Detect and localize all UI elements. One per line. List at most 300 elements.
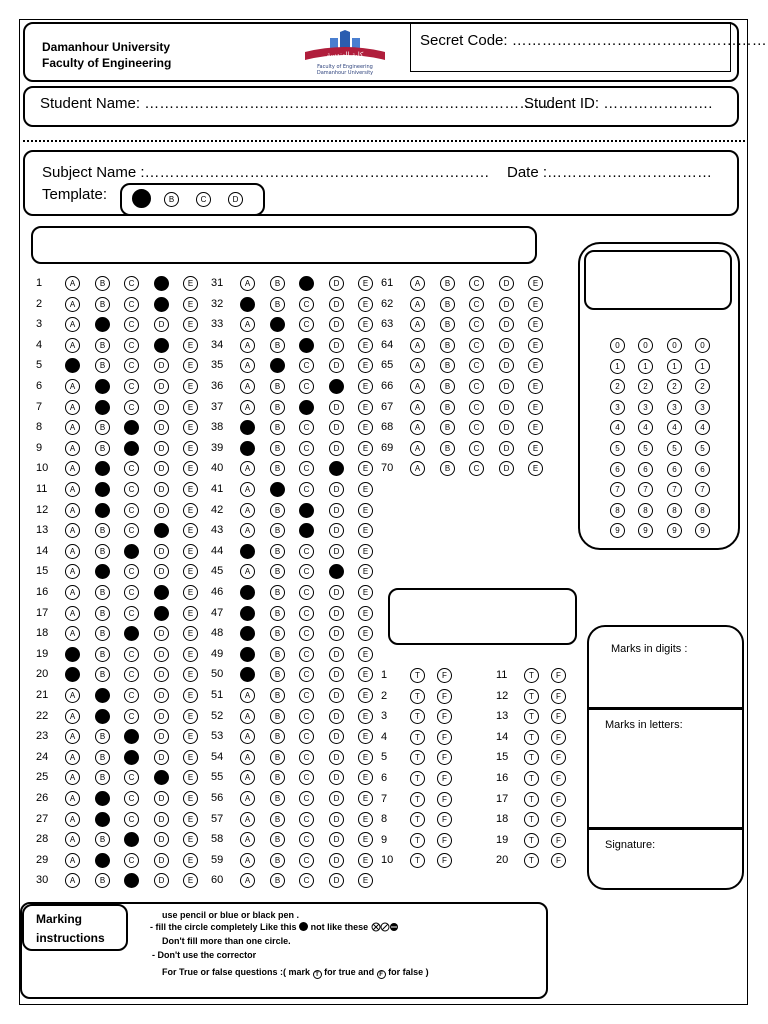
answer-bubble-a[interactable]: A — [65, 606, 80, 621]
answer-bubble-a[interactable]: A — [65, 564, 80, 579]
answer-bubble-e[interactable]: E — [183, 647, 198, 662]
answer-bubble-c[interactable]: C — [299, 688, 314, 703]
answer-bubble-c[interactable]: C — [124, 770, 139, 785]
answer-bubble-e[interactable]: E — [183, 482, 198, 497]
answer-bubble-d[interactable]: D — [154, 729, 169, 744]
answer-bubble-a[interactable]: A — [240, 647, 255, 662]
answer-bubble-d[interactable]: D — [154, 750, 169, 765]
answer-bubble-e[interactable]: E — [183, 770, 198, 785]
answer-bubble-d[interactable]: D — [329, 523, 344, 538]
answer-bubble-e[interactable]: E — [183, 420, 198, 435]
answer-bubble-b[interactable]: B — [270, 832, 285, 847]
answer-bubble-e[interactable]: E — [183, 564, 198, 579]
answer-bubble-c[interactable]: C — [124, 667, 139, 682]
answer-bubble-b[interactable]: B — [440, 358, 455, 373]
answer-bubble-e[interactable]: E — [358, 647, 373, 662]
answer-bubble-a[interactable]: A — [240, 420, 255, 435]
id-digit-bubble-8[interactable]: 8 — [667, 503, 682, 518]
id-input-box[interactable] — [584, 250, 732, 310]
id-digit-bubble-4[interactable]: 4 — [638, 420, 653, 435]
answer-bubble-a[interactable]: A — [65, 626, 80, 641]
tf-bubble-f[interactable]: F — [437, 689, 452, 704]
answer-bubble-a[interactable]: A — [240, 585, 255, 600]
answer-bubble-e[interactable]: E — [183, 585, 198, 600]
tf-bubble-t[interactable]: T — [524, 668, 539, 683]
answer-bubble-b[interactable]: B — [440, 441, 455, 456]
answer-bubble-d[interactable]: D — [499, 358, 514, 373]
answer-bubble-b[interactable]: B — [270, 873, 285, 888]
answer-bubble-e[interactable]: E — [528, 276, 543, 291]
id-digit-bubble-7[interactable]: 7 — [638, 482, 653, 497]
answer-bubble-c[interactable]: C — [299, 523, 314, 538]
answer-bubble-b[interactable]: B — [440, 297, 455, 312]
answer-bubble-d[interactable]: D — [329, 647, 344, 662]
answer-bubble-c[interactable]: C — [299, 750, 314, 765]
answer-bubble-c[interactable]: C — [469, 317, 484, 332]
tf-bubble-f[interactable]: F — [551, 730, 566, 745]
tf-bubble-t[interactable]: T — [524, 833, 539, 848]
answer-bubble-e[interactable]: E — [358, 400, 373, 415]
tf-bubble-t[interactable]: T — [410, 668, 425, 683]
answer-bubble-b[interactable]: B — [270, 853, 285, 868]
answer-bubble-e[interactable]: E — [183, 317, 198, 332]
subject-name-field[interactable]: Subject Name :…………………………………………………………… — [42, 164, 490, 181]
answer-bubble-a[interactable]: A — [65, 544, 80, 559]
student-id-field[interactable]: Student ID: …………………. — [524, 95, 713, 112]
answer-bubble-b[interactable]: B — [270, 441, 285, 456]
answer-bubble-a[interactable]: A — [65, 585, 80, 600]
answer-bubble-d[interactable]: D — [154, 461, 169, 476]
answer-bubble-c[interactable]: C — [299, 812, 314, 827]
answer-bubble-b[interactable]: B — [95, 791, 110, 806]
answer-bubble-c[interactable]: C — [299, 544, 314, 559]
answer-bubble-a[interactable]: A — [240, 729, 255, 744]
answer-bubble-d[interactable]: D — [154, 297, 169, 312]
answer-bubble-b[interactable]: B — [95, 441, 110, 456]
answer-bubble-c[interactable]: C — [299, 853, 314, 868]
tf-bubble-f[interactable]: F — [551, 668, 566, 683]
answer-bubble-d[interactable]: D — [329, 791, 344, 806]
answer-bubble-c[interactable]: C — [469, 379, 484, 394]
answer-bubble-b[interactable]: B — [270, 358, 285, 373]
answer-bubble-a[interactable]: A — [65, 276, 80, 291]
answer-bubble-a[interactable]: A — [65, 647, 80, 662]
answer-bubble-e[interactable]: E — [528, 461, 543, 476]
answer-bubble-c[interactable]: C — [299, 400, 314, 415]
answer-bubble-b[interactable]: B — [95, 297, 110, 312]
id-digit-bubble-6[interactable]: 6 — [667, 462, 682, 477]
answer-bubble-d[interactable]: D — [154, 317, 169, 332]
answer-bubble-d[interactable]: D — [329, 503, 344, 518]
answer-bubble-a[interactable]: A — [240, 379, 255, 394]
answer-bubble-b[interactable]: B — [270, 688, 285, 703]
answer-bubble-b[interactable]: B — [95, 729, 110, 744]
answer-bubble-a[interactable]: A — [65, 709, 80, 724]
answer-bubble-b[interactable]: B — [95, 564, 110, 579]
answer-bubble-a[interactable]: A — [65, 853, 80, 868]
answer-bubble-b[interactable]: B — [440, 317, 455, 332]
answer-bubble-b[interactable]: B — [95, 667, 110, 682]
answer-bubble-a[interactable]: A — [65, 482, 80, 497]
answer-bubble-e[interactable]: E — [183, 338, 198, 353]
tf-bubble-f[interactable]: F — [437, 730, 452, 745]
answer-bubble-b[interactable]: B — [270, 626, 285, 641]
answer-bubble-b[interactable]: B — [270, 564, 285, 579]
answer-bubble-d[interactable]: D — [499, 420, 514, 435]
template-option-a[interactable]: A — [132, 189, 151, 208]
answer-bubble-e[interactable]: E — [183, 297, 198, 312]
answer-bubble-b[interactable]: B — [440, 379, 455, 394]
id-digit-bubble-3[interactable]: 3 — [695, 400, 710, 415]
tf-bubble-f[interactable]: F — [437, 709, 452, 724]
answer-bubble-d[interactable]: D — [329, 709, 344, 724]
answer-bubble-a[interactable]: A — [240, 709, 255, 724]
answer-bubble-a[interactable]: A — [65, 791, 80, 806]
answer-bubble-d[interactable]: D — [154, 709, 169, 724]
id-digit-bubble-4[interactable]: 4 — [695, 420, 710, 435]
answer-bubble-c[interactable]: C — [124, 606, 139, 621]
answer-bubble-a[interactable]: A — [65, 338, 80, 353]
answer-bubble-a[interactable]: A — [240, 482, 255, 497]
tf-bubble-t[interactable]: T — [410, 771, 425, 786]
tf-bubble-t[interactable]: T — [524, 709, 539, 724]
id-digit-bubble-5[interactable]: 5 — [610, 441, 625, 456]
id-digit-bubble-1[interactable]: 1 — [638, 359, 653, 374]
answer-bubble-c[interactable]: C — [299, 276, 314, 291]
tf-bubble-t[interactable]: T — [410, 812, 425, 827]
answer-bubble-b[interactable]: B — [270, 276, 285, 291]
template-option-c[interactable]: C — [196, 192, 211, 207]
answer-bubble-c[interactable]: C — [299, 441, 314, 456]
answer-bubble-c[interactable]: C — [124, 832, 139, 847]
tf-bubble-f[interactable]: F — [437, 833, 452, 848]
id-digit-bubble-5[interactable]: 5 — [667, 441, 682, 456]
id-digit-bubble-8[interactable]: 8 — [610, 503, 625, 518]
student-name-field[interactable]: Student Name: ………………………………………………………………………… — [40, 95, 565, 112]
answer-bubble-a[interactable]: A — [65, 358, 80, 373]
template-option-b[interactable]: B — [164, 192, 179, 207]
answer-bubble-b[interactable]: B — [95, 276, 110, 291]
answer-bubble-c[interactable]: C — [299, 338, 314, 353]
tf-bubble-f[interactable]: F — [551, 771, 566, 786]
answer-bubble-b[interactable]: B — [95, 461, 110, 476]
answer-bubble-e[interactable]: E — [358, 564, 373, 579]
tf-bubble-t[interactable]: T — [410, 833, 425, 848]
answer-bubble-d[interactable]: D — [499, 379, 514, 394]
answer-bubble-c[interactable]: C — [299, 873, 314, 888]
answer-bubble-b[interactable]: B — [270, 812, 285, 827]
answer-bubble-a[interactable]: A — [65, 503, 80, 518]
answer-bubble-c[interactable]: C — [124, 626, 139, 641]
answer-bubble-a[interactable]: A — [240, 564, 255, 579]
answer-bubble-e[interactable]: E — [358, 503, 373, 518]
answer-bubble-d[interactable]: D — [499, 317, 514, 332]
id-digit-bubble-2[interactable]: 2 — [695, 379, 710, 394]
answer-bubble-d[interactable]: D — [329, 853, 344, 868]
answer-bubble-c[interactable]: C — [469, 461, 484, 476]
id-digit-bubble-2[interactable]: 2 — [638, 379, 653, 394]
answer-bubble-d[interactable]: D — [329, 441, 344, 456]
answer-bubble-d[interactable]: D — [329, 461, 344, 476]
id-digit-bubble-7[interactable]: 7 — [667, 482, 682, 497]
answer-bubble-d[interactable]: D — [329, 420, 344, 435]
tf-bubble-t[interactable]: T — [524, 771, 539, 786]
answer-bubble-d[interactable]: D — [329, 688, 344, 703]
answer-bubble-d[interactable]: D — [154, 667, 169, 682]
answer-bubble-c[interactable]: C — [124, 585, 139, 600]
answer-bubble-b[interactable]: B — [270, 400, 285, 415]
answer-bubble-a[interactable]: A — [65, 688, 80, 703]
answer-bubble-c[interactable]: C — [124, 564, 139, 579]
answer-bubble-a[interactable]: A — [240, 750, 255, 765]
answer-bubble-e[interactable]: E — [358, 667, 373, 682]
answer-bubble-b[interactable]: B — [95, 688, 110, 703]
answer-bubble-b[interactable]: B — [270, 667, 285, 682]
tf-bubble-t[interactable]: T — [524, 812, 539, 827]
answer-bubble-d[interactable]: D — [154, 420, 169, 435]
answer-bubble-b[interactable]: B — [270, 503, 285, 518]
answer-bubble-e[interactable]: E — [358, 585, 373, 600]
answer-bubble-e[interactable]: E — [183, 523, 198, 538]
id-digit-bubble-6[interactable]: 6 — [610, 462, 625, 477]
answer-bubble-e[interactable]: E — [183, 400, 198, 415]
answer-bubble-e[interactable]: E — [358, 317, 373, 332]
answer-bubble-c[interactable]: C — [299, 379, 314, 394]
answer-bubble-c[interactable]: C — [469, 358, 484, 373]
answer-bubble-e[interactable]: E — [358, 338, 373, 353]
id-digit-bubble-0[interactable]: 0 — [610, 338, 625, 353]
answer-bubble-e[interactable]: E — [183, 853, 198, 868]
tf-bubble-f[interactable]: F — [437, 812, 452, 827]
answer-bubble-c[interactable]: C — [299, 626, 314, 641]
answer-bubble-d[interactable]: D — [499, 461, 514, 476]
answer-bubble-a[interactable]: A — [65, 750, 80, 765]
answer-bubble-c[interactable]: C — [124, 812, 139, 827]
answer-bubble-a[interactable]: A — [240, 400, 255, 415]
answer-bubble-c[interactable]: C — [124, 729, 139, 744]
tf-bubble-t[interactable]: T — [410, 730, 425, 745]
answer-bubble-a[interactable]: A — [65, 441, 80, 456]
answer-bubble-d[interactable]: D — [329, 832, 344, 847]
answer-bubble-d[interactable]: D — [154, 276, 169, 291]
tf-bubble-t[interactable]: T — [524, 689, 539, 704]
answer-bubble-c[interactable]: C — [469, 338, 484, 353]
answer-bubble-e[interactable]: E — [358, 606, 373, 621]
answer-bubble-d[interactable]: D — [329, 358, 344, 373]
answer-bubble-b[interactable]: B — [270, 461, 285, 476]
answer-bubble-d[interactable]: D — [154, 441, 169, 456]
answer-bubble-c[interactable]: C — [124, 461, 139, 476]
answer-bubble-d[interactable]: D — [329, 482, 344, 497]
answer-bubble-b[interactable]: B — [95, 626, 110, 641]
answer-bubble-b[interactable]: B — [270, 317, 285, 332]
answer-bubble-a[interactable]: A — [240, 317, 255, 332]
answer-bubble-e[interactable]: E — [183, 503, 198, 518]
answer-bubble-c[interactable]: C — [124, 791, 139, 806]
answer-bubble-a[interactable]: A — [65, 523, 80, 538]
answer-bubble-c[interactable]: C — [299, 564, 314, 579]
answer-bubble-c[interactable]: C — [299, 317, 314, 332]
answer-bubble-a[interactable]: A — [240, 544, 255, 559]
answer-bubble-d[interactable]: D — [154, 482, 169, 497]
answer-bubble-c[interactable]: C — [299, 420, 314, 435]
answer-bubble-a[interactable]: A — [65, 420, 80, 435]
answer-bubble-e[interactable]: E — [183, 791, 198, 806]
answer-bubble-d[interactable]: D — [499, 297, 514, 312]
answer-bubble-b[interactable]: B — [95, 379, 110, 394]
answer-bubble-c[interactable]: C — [124, 647, 139, 662]
answer-bubble-b[interactable]: B — [270, 379, 285, 394]
answer-bubble-b[interactable]: B — [95, 647, 110, 662]
tf-bubble-f[interactable]: F — [551, 709, 566, 724]
answer-bubble-b[interactable]: B — [95, 358, 110, 373]
template-option-d[interactable]: D — [228, 192, 243, 207]
answer-bubble-d[interactable]: D — [154, 812, 169, 827]
answer-bubble-a[interactable]: A — [240, 503, 255, 518]
id-digit-bubble-2[interactable]: 2 — [667, 379, 682, 394]
tf-bubble-t[interactable]: T — [524, 853, 539, 868]
tf-bubble-f[interactable]: F — [437, 668, 452, 683]
tf-bubble-t[interactable]: T — [410, 853, 425, 868]
answer-bubble-a[interactable]: A — [65, 379, 80, 394]
answer-bubble-a[interactable]: A — [65, 400, 80, 415]
id-digit-bubble-8[interactable]: 8 — [638, 503, 653, 518]
answer-bubble-a[interactable]: A — [410, 276, 425, 291]
answer-bubble-c[interactable]: C — [299, 770, 314, 785]
id-digit-bubble-5[interactable]: 5 — [695, 441, 710, 456]
answer-bubble-d[interactable]: D — [329, 400, 344, 415]
tf-bubble-f[interactable]: F — [551, 792, 566, 807]
answer-bubble-b[interactable]: B — [95, 832, 110, 847]
answer-bubble-a[interactable]: A — [65, 297, 80, 312]
answer-bubble-a[interactable]: A — [65, 812, 80, 827]
answer-bubble-b[interactable]: B — [95, 482, 110, 497]
answer-bubble-d[interactable]: D — [154, 770, 169, 785]
tf-bubble-f[interactable]: F — [551, 853, 566, 868]
answer-bubble-e[interactable]: E — [358, 750, 373, 765]
answer-bubble-d[interactable]: D — [154, 564, 169, 579]
id-digit-bubble-9[interactable]: 9 — [667, 523, 682, 538]
answer-bubble-e[interactable]: E — [183, 667, 198, 682]
answer-bubble-c[interactable]: C — [124, 688, 139, 703]
id-digit-bubble-3[interactable]: 3 — [610, 400, 625, 415]
answer-bubble-c[interactable]: C — [469, 297, 484, 312]
answer-bubble-e[interactable]: E — [183, 606, 198, 621]
answer-bubble-e[interactable]: E — [358, 791, 373, 806]
answer-bubble-c[interactable]: C — [124, 523, 139, 538]
answer-bubble-c[interactable]: C — [124, 338, 139, 353]
answer-bubble-b[interactable]: B — [95, 873, 110, 888]
answer-bubble-a[interactable]: A — [240, 688, 255, 703]
answer-bubble-c[interactable]: C — [124, 873, 139, 888]
answer-bubble-d[interactable]: D — [329, 770, 344, 785]
answer-bubble-b[interactable]: B — [95, 317, 110, 332]
answer-bubble-a[interactable]: A — [240, 853, 255, 868]
answer-bubble-b[interactable]: B — [95, 338, 110, 353]
answer-bubble-e[interactable]: E — [528, 338, 543, 353]
id-digit-bubble-4[interactable]: 4 — [610, 420, 625, 435]
answer-bubble-a[interactable]: A — [240, 791, 255, 806]
answer-bubble-d[interactable]: D — [329, 297, 344, 312]
answer-bubble-a[interactable]: A — [410, 420, 425, 435]
answer-bubble-a[interactable]: A — [410, 317, 425, 332]
tf-bubble-t[interactable]: T — [410, 750, 425, 765]
answer-bubble-d[interactable]: D — [154, 832, 169, 847]
answer-bubble-e[interactable]: E — [358, 358, 373, 373]
answer-bubble-e[interactable]: E — [183, 832, 198, 847]
id-digit-bubble-8[interactable]: 8 — [695, 503, 710, 518]
id-digit-bubble-9[interactable]: 9 — [610, 523, 625, 538]
answer-bubble-c[interactable]: C — [124, 276, 139, 291]
answer-bubble-a[interactable]: A — [240, 297, 255, 312]
answer-bubble-d[interactable]: D — [499, 276, 514, 291]
answer-bubble-b[interactable]: B — [270, 606, 285, 621]
answer-bubble-c[interactable]: C — [124, 358, 139, 373]
answer-bubble-d[interactable]: D — [154, 647, 169, 662]
answer-bubble-b[interactable]: B — [95, 503, 110, 518]
answer-bubble-d[interactable]: D — [154, 400, 169, 415]
id-digit-bubble-9[interactable]: 9 — [695, 523, 710, 538]
tf-bubble-t[interactable]: T — [524, 792, 539, 807]
answer-bubble-a[interactable]: A — [65, 873, 80, 888]
answer-bubble-c[interactable]: C — [124, 297, 139, 312]
answer-bubble-e[interactable]: E — [358, 276, 373, 291]
answer-bubble-e[interactable]: E — [358, 379, 373, 394]
answer-bubble-b[interactable]: B — [95, 812, 110, 827]
answer-bubble-d[interactable]: D — [154, 523, 169, 538]
answer-bubble-c[interactable]: C — [124, 750, 139, 765]
answer-bubble-e[interactable]: E — [358, 770, 373, 785]
answer-bubble-e[interactable]: E — [358, 297, 373, 312]
answer-bubble-c[interactable]: C — [124, 400, 139, 415]
answer-bubble-d[interactable]: D — [329, 544, 344, 559]
answer-bubble-e[interactable]: E — [528, 400, 543, 415]
answer-bubble-d[interactable]: D — [154, 338, 169, 353]
answer-bubble-b[interactable]: B — [440, 420, 455, 435]
answer-bubble-d[interactable]: D — [154, 544, 169, 559]
answer-bubble-a[interactable]: A — [240, 606, 255, 621]
answer-bubble-a[interactable]: A — [65, 832, 80, 847]
answer-bubble-a[interactable]: A — [65, 461, 80, 476]
answer-bubble-c[interactable]: C — [124, 482, 139, 497]
answer-bubble-e[interactable]: E — [528, 317, 543, 332]
answer-bubble-b[interactable]: B — [95, 853, 110, 868]
answer-bubble-a[interactable]: A — [65, 729, 80, 744]
answer-bubble-b[interactable]: B — [270, 420, 285, 435]
tf-bubble-f[interactable]: F — [437, 750, 452, 765]
answer-bubble-d[interactable]: D — [329, 750, 344, 765]
answer-bubble-a[interactable]: A — [240, 358, 255, 373]
id-digit-bubble-0[interactable]: 0 — [695, 338, 710, 353]
answer-bubble-d[interactable]: D — [154, 379, 169, 394]
answer-bubble-b[interactable]: B — [95, 606, 110, 621]
answer-bubble-e[interactable]: E — [183, 709, 198, 724]
date-field[interactable]: Date :…………………………… — [507, 164, 713, 181]
tf-bubble-t[interactable]: T — [410, 689, 425, 704]
answer-bubble-c[interactable]: C — [299, 461, 314, 476]
answer-bubble-e[interactable]: E — [528, 297, 543, 312]
answer-bubble-c[interactable]: C — [299, 482, 314, 497]
answer-bubble-e[interactable]: E — [528, 441, 543, 456]
id-digit-bubble-7[interactable]: 7 — [610, 482, 625, 497]
id-digit-bubble-2[interactable]: 2 — [610, 379, 625, 394]
answer-bubble-e[interactable]: E — [183, 626, 198, 641]
answer-bubble-a[interactable]: A — [240, 832, 255, 847]
answer-bubble-c[interactable]: C — [299, 647, 314, 662]
answer-bubble-d[interactable]: D — [499, 400, 514, 415]
answer-bubble-d[interactable]: D — [329, 729, 344, 744]
answer-bubble-e[interactable]: E — [358, 853, 373, 868]
